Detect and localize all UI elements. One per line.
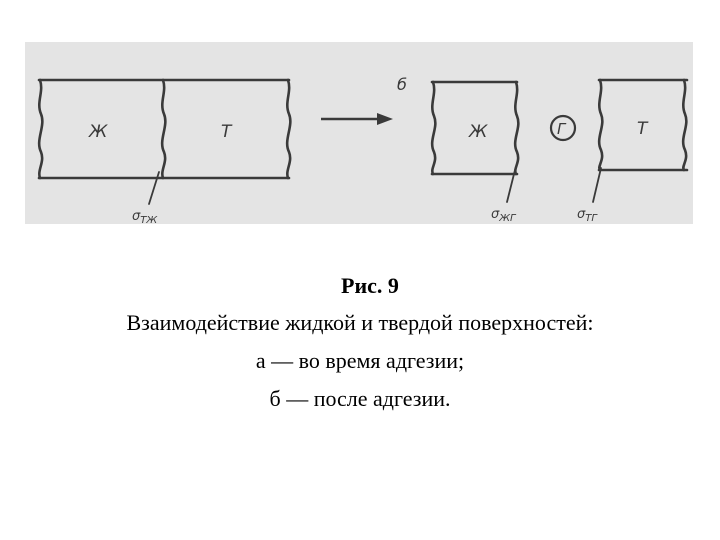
panel-b-gas-label: Г bbox=[557, 120, 566, 138]
caption-description: Взаимодействие жидкой и твердой поверхностей: bbox=[126, 310, 594, 335]
panel-b-liquid-label: Ж bbox=[469, 122, 488, 142]
sigma-symbol: σ bbox=[132, 209, 141, 224]
caption-title: Рис. 9 bbox=[341, 273, 399, 298]
sigma-symbol: σ bbox=[491, 207, 500, 222]
caption-item-a: а — во время адгезии; bbox=[255, 348, 465, 373]
adhesion-figure bbox=[25, 42, 693, 224]
panel-b-letter: б bbox=[397, 75, 407, 94]
panel-a-liquid-label: Ж bbox=[89, 122, 108, 142]
caption-item-b: б — после адгезии. bbox=[269, 386, 451, 411]
panel-b-solid-label: Т bbox=[637, 119, 648, 139]
sigma-subscript: ТГ bbox=[585, 213, 597, 224]
sigma-subscript: ТЖ bbox=[140, 215, 158, 224]
sigma-subscript: ЖГ bbox=[499, 213, 516, 224]
sigma-symbol: σ bbox=[577, 207, 586, 222]
panel-a-solid-label: Т bbox=[221, 122, 232, 142]
figure-background bbox=[25, 42, 693, 224]
figure-caption bbox=[0, 268, 720, 418]
